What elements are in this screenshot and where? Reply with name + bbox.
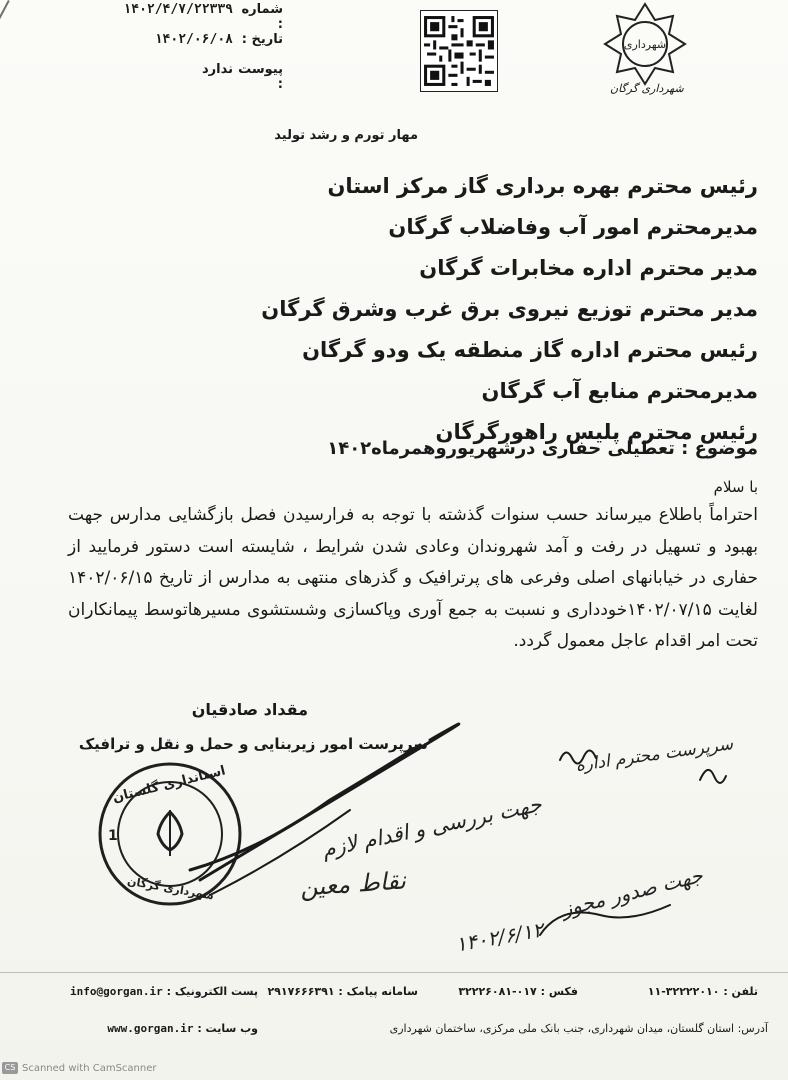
footer-website [107,1022,258,1035]
footer-address: آدرس: استان گلستان، میدان شهرداری، جنب بانک ملی مرکزی، ساختمان شهرداری [389,1022,768,1035]
handwritten-note: جهت بررسی و اقدام لازم [319,792,544,862]
letter-subject: موضوع : تعطیلی حفاری درشهریوروهمرماه۱۴۰۲ [327,438,758,459]
fax-value: ۰۱۷-۳۲۲۲۶۰۸۱ [458,985,537,998]
phone-label: تلفن : [723,985,758,998]
footer-phone [648,985,758,998]
recipient-item: رئیس محترم اداره گاز منطقه یک ودو گرگان [302,338,758,362]
recipient-item: مدیر محترم اداره مخابرات گرگان [419,256,758,280]
phone-value: ۳۲۲۲۲۰۱۰-۱۱ [647,985,720,998]
footer-sms [267,985,418,998]
scanner-watermark [2,1062,157,1074]
website-label: وب سایت : [197,1022,258,1035]
handwritten-note: نقاط معین [299,866,407,902]
logo-caption: شهرداری گرگان [610,82,684,95]
email-label: پست الکترونیک : [166,985,258,998]
letter-date-row [155,32,283,47]
recipient-item: مدیر محترم توزیع نیروی برق غرب وشرق گرگان [261,297,758,321]
svg-text:1: 1 [108,828,118,844]
recipient-list [38,166,758,453]
letter-body: احتراماً باطلاع میرساند حسب سنوات گذشته با توجه به فرارسیدن فصل بازگشایی مدارس جهت بهبود و تسهیل در رفت و آمد شهروندان وعادی شدن شرایط ، شایسته است دستور فرمایید از حفاری در خیابانهای اصلی وفرعی های پرترافیک و گذرهای منتهی به مدارس از تاریخ ۱۴۰۲/۰۶/۱۵ لغایت ۱۴۰۲/۰۷/۱۵خودداری و نسبت به جمع آوری وپاکسازی وشستشوی مسیرهاتوسط پیمانکاران تحت امر اقدام عاجل معمول گردد. [68,505,758,651]
footer-fax [458,985,578,998]
handwritten-note: جهت صدور مجوز [559,862,706,922]
svg-text:شهرداری گرگان: شهرداری گرگان [126,874,215,903]
scanner-text: Scanned with CamScanner [22,1062,157,1074]
handwritten-note: سرپرست محترم اداره [574,734,735,776]
qr-code-icon [420,10,498,92]
recipient-item: رئیس محترم پلیس راهورگرگان [435,420,758,444]
recipient-item: مدیرمحترم منابع آب گرگان [481,379,758,403]
sms-label: سامانه پیامک : [338,985,418,998]
attachment-value: ندارد [201,62,233,77]
sms-value: ۲۹۱۷۶۶۶۳۹۱ [267,985,335,998]
signer-title: سرپرست امور زیربنایی و حمل و نقل و ترافیک [78,735,428,753]
number-label: شماره : [241,2,283,32]
handwritten-date: ۱۴۰۲/۶/۱۲ [453,917,546,957]
fax-label: فکس : [540,985,578,998]
date-label: تاریخ : [241,32,283,47]
page-edge-mark [0,0,10,79]
letter-number-row [123,2,283,32]
email-value[interactable]: info@gorgan.ir [70,985,163,998]
website-value[interactable]: www.gorgan.ir [107,1022,194,1035]
recipient-item: مدیرمحترم امور آب وفاضلاب گرگان [388,215,758,239]
svg-text:شهرداری: شهرداری [623,38,667,51]
attachment-label: پیوست : [238,62,283,92]
slogan-line: مهار تورم و رشد تولید [274,128,418,143]
footer-divider [0,972,788,973]
signer-name: مقداد صادقیان [191,700,308,719]
greeting: با سلام [713,478,758,496]
svg-text:استانداری گلستان: استانداری گلستان [111,763,228,806]
date-value: ۱۴۰۲/۰۶/۰۸ [154,32,233,47]
attachment-row [202,62,283,92]
footer-email [70,985,258,998]
recipient-item: رئیس محترم بهره برداری گاز مرکز استان [327,174,758,198]
number-value: ۱۴۰۲/۴/۷/۲۲۳۳۹ [123,2,233,17]
camscanner-icon: CS [2,1062,18,1074]
